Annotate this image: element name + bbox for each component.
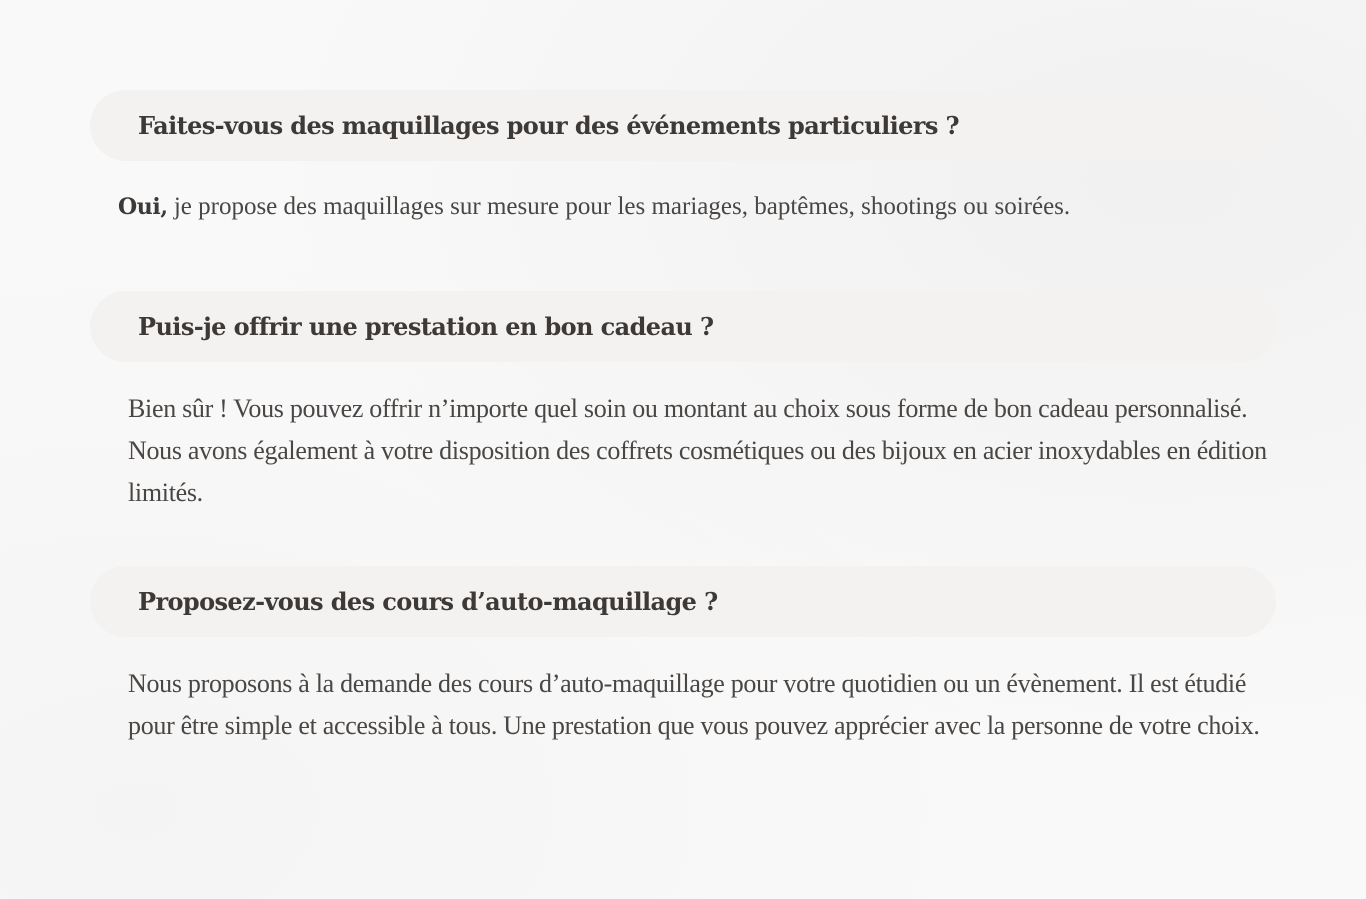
faq-question-toggle[interactable] <box>90 566 1276 637</box>
faq-question-toggle[interactable] <box>90 291 1276 362</box>
faq-answer-text: Nous proposons à la demande des cours d’auto-maquillage pour votre quotidien ou un évènement. Il est étudié pour être simple et accessible à tous. Une prestation que vous pouvez apprécier avec la personne de votre choix. <box>128 669 1260 740</box>
faq-item-makeup-lessons <box>90 566 1276 747</box>
faq-question-text: Proposez-vous des cours d’auto-maquillage ? <box>138 587 718 616</box>
faq-answer-lead: Oui, <box>118 194 168 220</box>
faq-question-text: Puis-je offrir une prestation en bon cadeau ? <box>138 312 714 341</box>
faq-item-gift-card <box>90 291 1276 514</box>
faq-item-events <box>90 90 1276 223</box>
faq-answer-text: je propose des maquillages sur mesure pour les mariages, baptêmes, shootings ou soirées. <box>167 193 1071 220</box>
faq-answer-text: Bien sûr ! Vous pouvez offrir n’importe quel soin ou montant au choix sous forme de bon cadeau personnalisé. Nous avons également à votre disposition des coffrets cosmétiques ou des bijoux en acier inoxydables en édition limités. <box>128 394 1267 507</box>
faq-question-text: Faites-vous des maquillages pour des événements particuliers ? <box>138 111 959 140</box>
faq-answer <box>90 191 1276 223</box>
faq-question-toggle[interactable] <box>90 90 1276 161</box>
